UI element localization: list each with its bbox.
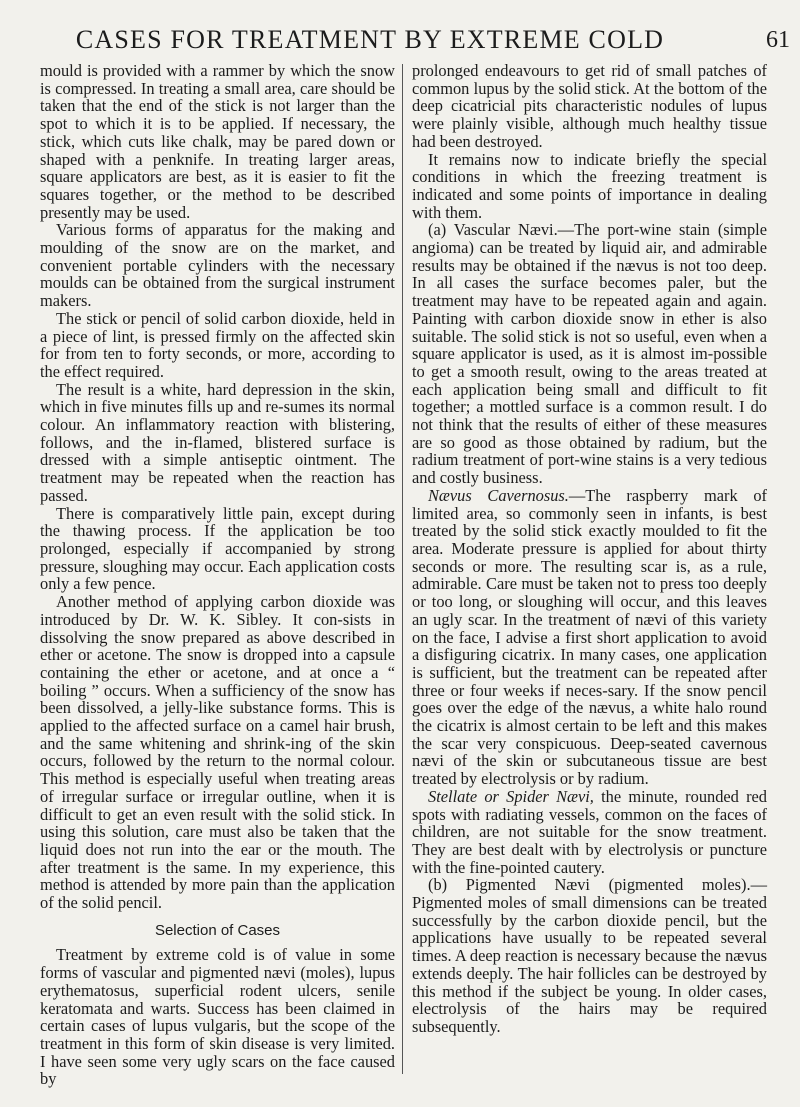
subsection-lead: (a) Vascular Nævi.— <box>428 220 575 240</box>
right-column <box>412 62 767 1036</box>
running-head: CASES FOR TREATMENT BY EXTREME COLD <box>75 25 665 54</box>
paragraph: Another method of applying carbon dioxide was introduced by Dr. W. K. Sibley. It con-sists in dissolving the snow prepared as above described in ether or acetone. The snow is dropped into a capsule containing the ether or acetone, and at once a “ boiling ” occurs. When a sufficiency of the snow has been dissolved, a jelly-like substance forms. This is applied to the affected surface on a camel hair brush, and the same whitening and shrink-ing of the skin occurs, followed by the return to the normal colour. This method is especially useful when treating areas of irregular surface or irregular outline, when it is difficult to get an even result with the solid stick. In using this solution, care must also be taken that the liquid does not run into the ear or the mouth. The after treatment is the same. In my experience, this method is attended by more pain than the application of the solid pencil. <box>40 592 395 913</box>
subsection-lead: Nævus Cavernosus. <box>428 485 569 505</box>
paragraph <box>412 788 767 877</box>
paragraph-text: —The raspberry mark of limited area, so commonly seen in infants, is best treated by the solid stick exactly moulded to fit the area. Moderate pressure is applied for about thirty seconds or more. The resulting scar is, as a rule, admirable. Care must be taken not to press too deeply or too long, or sloughing will occur, and this leaves an ugly scar. In the treatment of nævi of this variety on the face, I advise a first short application to avoid a disfiguring cicatrix. In many cases, one application is sufficient, but the treatment can be repeated after three or four weeks if neces-sary. If the snow pencil goes over the edge of the nævus, a white halo round the cicatrix is almost certain to be left and this makes the scar very conspicuous. Deep-seated cavernous nævi of the skin or subcutaneous tissue are best treated by electrolysis or by radium. <box>412 485 767 789</box>
paragraph-text: the minute, rounded red spots with radiating vessels, common on the faces of children, are not suitable for the snow treatment. They are best dealt with by electrolysis or puncture with the fine-pointed cautery. <box>412 786 767 877</box>
page-header <box>30 20 790 60</box>
column-divider <box>402 64 403 1074</box>
paragraph <box>412 221 767 487</box>
paragraph: prolonged endeavours to get rid of small patches of common lupus by the solid stick. At the bottom of the deep cicatricial pits characteristic nodules of lupus were plainly visible, although much healthy tissue had been destroyed. <box>412 61 767 151</box>
paragraph: mould is provided with a rammer by which the snow is compressed. In treating a small area, care should be taken that the end of the stick is not larger than the spot to which it is to be applied. If necessary, the stick, which cuts like chalk, may be pared down or shaped with a penknife. In treating larger areas, square applicators are best, as it is easier to fit the squares together, or the method to be described presently may be used. <box>40 61 395 222</box>
paragraph <box>412 487 767 788</box>
paragraph-text: The port-wine stain (simple angioma) can be treated by liquid air, and admirable results may be obtained if the nævus is not too deep. In all cases the surface becomes paler, but the treatment may have to be repeated again and again. Painting with carbon dioxide snow in ether is also suitable. The solid stick is not so useful, even when a square applicator is used, as it is almost im-possible to get a smooth result, owing to the areas treated at each application being small and difficult to fit together; a mottled surface is a common result. I do not think that the results of either of these measures are so good as those obtained by radium, but the radium treatment of port-wine stains is a very tedious and costly business. <box>412 220 768 488</box>
paragraph: The stick or pencil of solid carbon dioxide, held in a piece of lint, is pressed firmly on the affected skin for from ten to forty seconds, or more, according to the effect required. <box>40 308 395 381</box>
subsection-lead: Stellate or Spider Nævi, <box>428 786 594 806</box>
paragraph: Various forms of apparatus for the making and moulding of the snow are on the market, and convenient portable cylinders with the necessary moulds can be obtained from the surgical instrument makers. <box>40 220 395 311</box>
paragraph-text: (pigmented moles).—Pigmented moles of small dimensions can be treated successfully by the carbon dioxide pencil, but the applications have usually to be repeated several times. A deep reaction is necessary because the nævus extends deeply. The hair follicles can be destroyed by this method if the subject be young. In older cases, electrolysis of the hairs may be required subsequently. <box>412 875 767 1036</box>
paragraph: It remains now to indicate briefly the special conditions in which the freezing treatment is indicated and some points of importance in dealing with them. <box>412 149 767 222</box>
paragraph <box>412 876 767 1035</box>
section-heading: Selection of Cases <box>154 921 281 939</box>
paragraph: There is comparatively little pain, except during the thawing process. If the application be too prolonged, especially if accompanied by strong pressure, sloughing may occur. Each application costs only a few pence. <box>40 503 395 594</box>
paragraph: The result is a white, hard depression in the skin, which in five minutes fills up and re-sumes its normal colour. An inflammatory reaction with blistering, follows, and the in-flamed, blistered surface is dressed with a simple antiseptic ointment. The treatment may be repeated when the reaction has passed. <box>40 379 395 505</box>
subsection-lead: (b) Pigmented Nævi <box>428 875 590 895</box>
paragraph: Treatment by extreme cold is of value in some forms of vascular and pigmented nævi (moles), lupus erythematosus, superficial rodent ulcers, senile keratomata and warts. Success has been claimed in certain cases of lupus vulgaris, but the scope of the treatment in this form of skin disease is very limited. I have seen some very ugly scars on the face caused by <box>40 945 395 1089</box>
left-column <box>40 62 395 1088</box>
page-number: 61 <box>766 27 790 53</box>
